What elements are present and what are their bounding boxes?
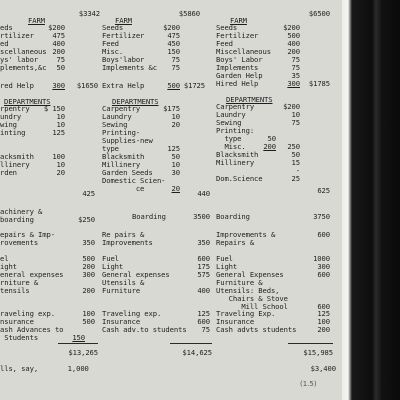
col3-farm-value-6: 35 [291,71,300,80]
col3-row-label-8: Cash advts students [216,325,297,334]
col1-row-label-2: el [0,254,9,263]
col2-dept-label-2: Sewing [102,120,128,129]
col1-farm-value-4: 75 [56,55,65,64]
col1-farm-label-1: rtilizer [0,31,34,40]
col3-hired-help-total: $1785 [308,79,330,88]
col2-dept-value-1: 10 [171,112,180,121]
col2-row-label-3: Light [102,262,124,271]
col1-row-label-5: rniture & [0,278,39,287]
col1-dept-label-3: inting [0,128,26,137]
col1-row-label-6: tensils [0,286,30,295]
col1-farm-value-1: 475 [52,31,65,40]
col2-dept-value-2: 20 [171,120,180,129]
col2-dept-value-3: 125 [167,144,180,153]
col2-farm-label-0: Seeds [102,23,124,32]
col1-row-value-7: 100 [82,309,95,318]
col2-dept-header: DEPARTMENTS [112,97,159,106]
col1-farm-value-2: 400 [52,39,65,48]
col2-row-label-1: Re pairs & Improvements [102,230,153,247]
col2-dept-value-4: 50 [171,152,180,161]
col1-row-value-1: 350 [82,238,95,247]
col1-top-total: $3342 [78,9,100,18]
col1-footer: lls, say, 1,000 [0,364,89,373]
col2-farm-header: FARM [115,16,132,25]
col1-dept-label-6: rden [0,168,17,177]
col1-farm-value-5: 50 [56,63,65,72]
col1-dept-label-1: undry [0,112,22,121]
col3-hired-help-value: 300 [287,79,300,88]
col3-dept-label-5: Blacksmith [216,150,259,159]
col2-row-label-0: Boarding [132,212,166,221]
col2-row-value-7: 125 [197,309,210,318]
col3-row-label-4: General Expenses [216,270,284,279]
col3-farm-label-6: Garden Help [216,71,263,80]
col3-row-value-4: 600 [317,270,330,279]
col1-dept-value-6: 20 [56,168,65,177]
col1-row-label-1: epairs & Imp- rovements [0,230,55,247]
col2-farm-value-2: 450 [167,39,180,48]
col1-row-value-8: 500 [82,317,95,326]
col1-row-value-6: 200 [82,286,95,295]
col3-row-value-0: 3750 [313,212,330,221]
col2-row-label-7: Traveling exp. [102,309,162,318]
col3-dept-value-2: 75 [291,118,300,127]
col1-hired-help-value: 300 [52,81,65,90]
col2-row-value-9: 75 [201,325,210,334]
col3-farm-value-2: 400 [287,39,300,48]
col3-dept-value-6: 15 [291,158,300,167]
col3-farm-value-4: 75 [291,55,300,64]
col2-dept-label-1: Laundry [102,112,132,121]
col2-row-label-2: Fuel [102,254,119,263]
col3-farm-label-4: Boys' Labor [216,55,263,64]
col1-hired-help-total: $1650 [76,81,98,90]
col2-row-label-9: Cash adv.to students [102,325,187,334]
col1-grand-total: $13,265 [68,348,98,357]
col3-dept-total: 625 [317,186,330,195]
col3-dept-label-6: Millinery [216,158,255,167]
col3-dept-value-7: - [295,166,300,175]
col2-farm-label-5: Implements &c [102,63,157,72]
col1-dept-label-2: wing [0,120,17,129]
col1-hired-help-label: red Help [0,81,34,90]
col3-farm-label-2: Feed [216,39,233,48]
col3-dept-label-8: Dom.Science [216,174,263,183]
col3-hired-help-label: Hired Help [216,79,259,88]
col1-row-value-4: 300 [82,270,95,279]
col1-farm-label-4: ys' labor [0,55,39,64]
col2-row-value-6: 400 [197,286,210,295]
col2-row-label-4: General expenses [102,270,170,279]
col3-dept-header: DEPARTMENTS [226,95,273,104]
col3-dept-subtotal-4: 250 [287,142,300,151]
col3-dept-label-0: Carpentry [216,102,255,111]
col2-dept-label-3: Printing- Supplies-new type [102,128,153,153]
col3-row-label-7: Insurance [216,317,255,326]
col1-row-value-3: 200 [82,262,95,271]
col2-row-value-2: 600 [197,254,210,263]
col2-row-value-4: 575 [197,270,210,279]
col3-dept-value-4: 200 [263,142,276,151]
col2-farm-value-1: 475 [167,31,180,40]
col3-row-label-5: Furniture & Utensils: Beds, Chairs & Stove Mill School [216,278,288,311]
col2-extra-help-label: Extra Help [102,81,145,90]
col1-row-label-4: eneral expenses [0,270,64,279]
col2-extra-help-value: 500 [167,81,180,90]
col2-extra-help-total: $1725 [183,81,205,90]
col2-row-value-3: 175 [197,262,210,271]
col2-row-value-8: 600 [197,317,210,326]
col3-row-value-2: 1000 [313,254,330,263]
col3-grand-total: $15,985 [303,348,333,357]
col1-farm-value-0: $200 [48,23,65,32]
col3-farm-value-0: $200 [283,23,300,32]
col3-top-total: $6500 [308,9,330,18]
margin-note: (1.5) [300,380,317,388]
col2-farm-label-1: Fertilizer [102,31,145,40]
col1-dept-total: 425 [82,189,95,198]
col3-farm-label-1: Fertilizer [216,31,259,40]
col3-row-label-2: Fuel [216,254,233,263]
col2-top-total: $5860 [178,9,200,18]
col3-farm-header: FARM [230,16,247,25]
col3-dept-label-1: Laundry [216,110,246,119]
col1-row-label-7: raveling exp. [0,309,55,318]
col1-farm-header: FARM [28,16,45,25]
col2-farm-label-3: Misc. [102,47,124,56]
col1-row-value-9: 150 [72,333,85,342]
col1-dept-value-3: 125 [52,128,65,137]
col1-dept-label-4: acksmith [0,152,34,161]
col3-farm-value-1: 500 [287,31,300,40]
col3-footer-total: $3,400 [310,364,336,373]
col3-dept-label-2: Sewing [216,118,242,127]
col3-dept-value-5: 50 [291,150,300,159]
col3-row-value-3: 300 [317,262,330,271]
col1-row-label-9: ash Advances to Students [0,325,64,342]
col3-farm-label-5: Implements [216,63,259,72]
col1-farm-label-2: ed [0,39,9,48]
col2-farm-value-4: 75 [171,55,180,64]
col2-farm-value-5: 75 [171,63,180,72]
col2-dept-label-7: Domestic Scien- ce [102,176,166,193]
col2-farm-value-3: 150 [167,47,180,56]
col1-row-label-8: nsurance [0,317,34,326]
col2-farm-label-4: Boys'labor [102,55,145,64]
col2-row-value-1: 350 [197,238,210,247]
col2-dept-label-5: Millinery [102,160,141,169]
col2-row-value-0: 3500 [193,212,210,221]
col2-dept-value-0: $175 [163,104,180,113]
col3-farm-label-3: Miscellaneous [216,47,271,56]
col2-dept-value-7: 20 [171,184,180,193]
col3-dept-label-3: Printing: type [216,126,255,143]
col3-row-value-8: 200 [317,325,330,334]
col1-row-label-0: achinery & boarding [0,207,43,224]
col2-dept-total: 440 [197,189,210,198]
col3-dept-label-4: Misc. [216,142,246,151]
col2-grand-total: $14,625 [182,348,212,357]
col1-dept-value-5: 10 [56,160,65,169]
col3-farm-label-0: Seeds [216,23,238,32]
col2-farm-value-0: $200 [163,23,180,32]
col2-row-label-6: Furniture [102,286,141,295]
col3-dept-value-8: 25 [291,174,300,183]
col1-row-label-3: ight [0,262,17,271]
col3-row-label-3: Light [216,262,238,271]
col2-dept-label-0: Carpentry [102,104,141,113]
col1-farm-value-3: 200 [52,47,65,56]
col3-total-rule [288,343,333,344]
col1-row-value-0: $250 [78,215,95,224]
col3-dept-value-3: 50 [267,134,276,143]
col3-row-value-6: 125 [317,309,330,318]
page-edge-shadow [342,0,400,400]
col3-farm-value-5: 75 [291,63,300,72]
col1-farm-label-0: eds [0,23,13,32]
col2-total-rule [170,343,212,344]
col2-row-label-5: Utensils & [102,278,145,287]
col3-row-label-1: Improvements & Repairs & [216,230,276,247]
col1-dept-value-2: 10 [56,120,65,129]
col3-row-value-7: 100 [317,317,330,326]
col2-dept-value-6: 30 [171,168,180,177]
col2-dept-value-5: 10 [171,160,180,169]
col1-dept-label-5: llinery [0,160,30,169]
col1-dept-value-4: 100 [52,152,65,161]
col1-row-value-2: 500 [82,254,95,263]
col1-farm-label-3: scellaneous [0,47,47,56]
col1-total-rule [58,343,98,344]
col2-dept-label-6: Garden Seeds [102,168,153,177]
col3-dept-value-0: $200 [283,102,300,111]
col3-row-value-1: 600 [317,230,330,239]
col3-farm-value-3: 200 [287,47,300,56]
col2-farm-label-2: Feed [102,39,119,48]
col2-dept-label-4: Blacksmith [102,152,145,161]
col2-row-label-8: Insurance [102,317,141,326]
col1-dept-value-1: 10 [56,112,65,121]
col1-dept-label-0: rpentry [0,104,30,113]
col1-dept-header: DEPARTMENTS [4,97,51,106]
col3-row-label-6: Traveling Exp. [216,309,276,318]
col3-row-label-0: Boarding [216,212,250,221]
col1-farm-label-5: plements,&c [0,63,47,72]
col3-dept-value-1: 10 [291,110,300,119]
col1-dept-value-0: $ 150 [43,104,65,113]
col3-row-value-5: 600 [317,302,330,311]
